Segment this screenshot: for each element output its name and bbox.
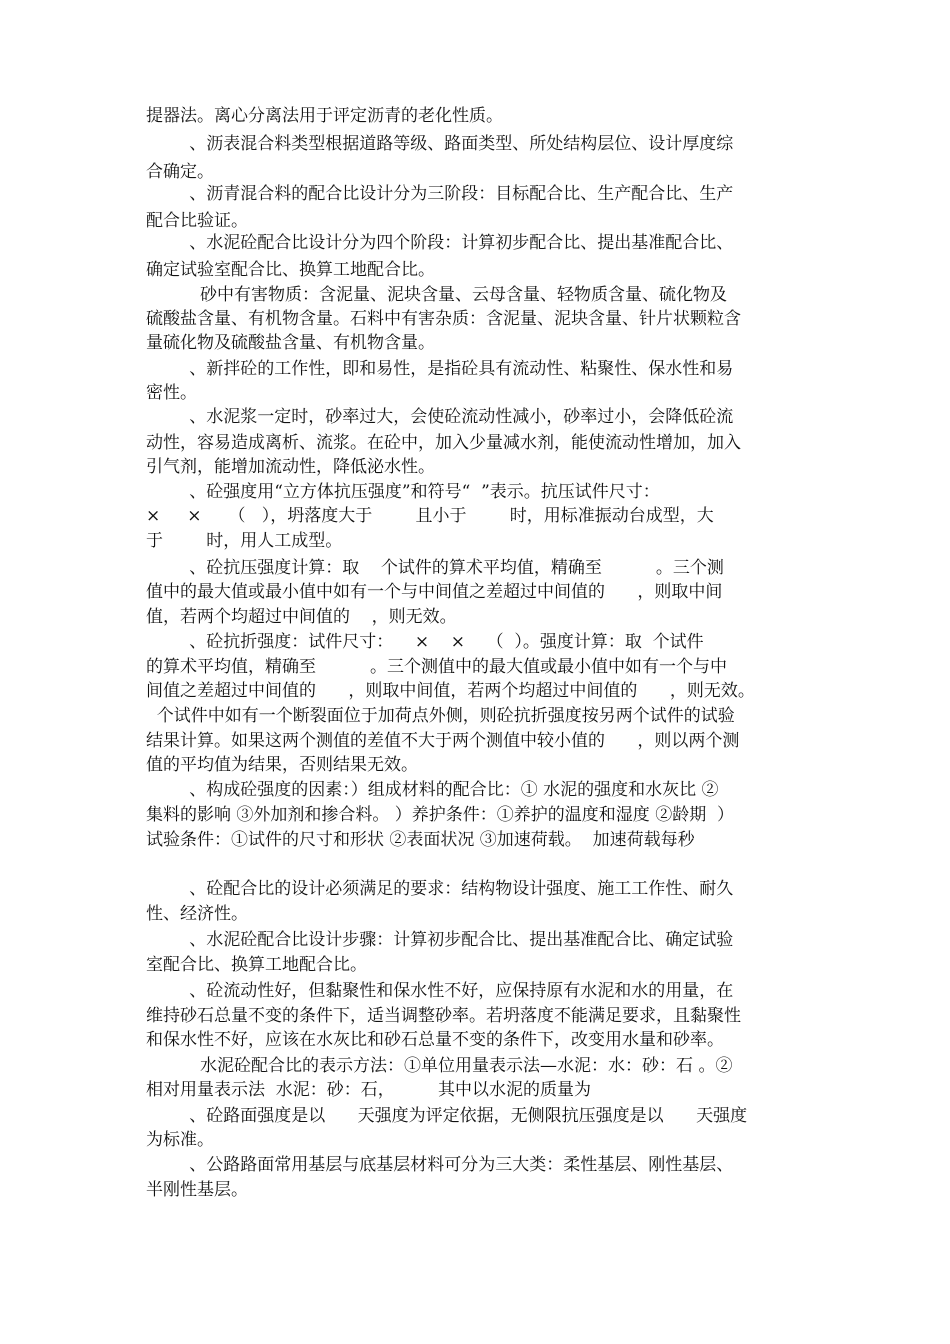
text-line: 值中的最大值或最小值中如有一个与中间值之差超过中间值的 ，则取中间 (146, 582, 723, 602)
text-line: 、水泥砼配合比设计步骤：计算初步配合比、提出基准配合比、确定试验 (146, 930, 734, 950)
text-line: 值的平均值为结果，否则结果无效。 (146, 755, 418, 775)
text-line: 、砼配合比的设计必须满足的要求：结构物设计强度、施工工作性、耐久 (146, 879, 734, 899)
text-line: 量硫化物及硫酸盐含量、有机物含量。 (146, 333, 435, 353)
text-line: 于 时，用人工成型。 (146, 531, 343, 551)
text-line: × × （ ），坍落度大于 且小于 时，用标准振动台成型，大 (146, 506, 714, 526)
text-line: 相对用量表示法 水泥：砂：石， 其中以水泥的质量为 (146, 1080, 592, 1100)
text-line: 试验条件：①试件的尺寸和形状 ②表面状况 ③加速荷载。 加速荷载每秒 (146, 830, 695, 850)
text-line: 半刚性基层。 (146, 1180, 248, 1200)
text-line: 个试件中如有一个断裂面位于加荷点外侧，则砼抗折强度按另两个试件的试验 (146, 706, 735, 726)
text-line: 砂中有害物质：含泥量、泥块含量、云母含量、轻物质含量、硫化物及 (146, 285, 728, 305)
text-line: 密性。 (146, 383, 197, 403)
text-line: 水泥砼配合比的表示方法：①单位用量表示法—水泥：水：砂：石 。② (146, 1056, 733, 1076)
text-line: 室配合比、换算工地配合比。 (146, 955, 367, 975)
text-line: 性、经济性。 (146, 904, 248, 924)
text-line: 为标准。 (146, 1130, 214, 1150)
text-line: 、沥表混合料类型根据道路等级、路面类型、所处结构层位、设计厚度综 (146, 134, 734, 154)
text-line: 维持砂石总量不变的条件下，适当调整砂率。若坍落度不能满足要求，且黏聚性 (146, 1006, 741, 1026)
text-line: 的算术平均值，精确至 。三个测值中的最大值或最小值中如有一个与中 (146, 657, 728, 677)
text-line: 、砼抗压强度计算：取 个试件的算术平均值，精确至 。三个测 (146, 558, 724, 578)
text-line: 结果计算。如果这两个测值的差值不大于两个测值中较小值的 ，则以两个测 (146, 731, 740, 751)
text-line: 、砼路面强度是以 天强度为评定依据，无侧限抗压强度是以 天强度 (146, 1106, 748, 1126)
text-line: 引气剂，能增加流动性，降低泌水性。 (146, 457, 435, 477)
text-line: 、砼强度用“立方体抗压强度”和符号“ ”表示。抗压试件尺寸： (146, 482, 660, 502)
text-line: 硫酸盐含量、有机物含量。石料中有害杂质：含泥量、泥块含量、针片状颗粒含 (146, 309, 741, 329)
text-line: 、砼流动性好，但黏聚性和保水性不好，应保持原有水泥和水的用量，在 (146, 981, 734, 1001)
text-line: 间值之差超过中间值的 ，则取中间值，若两个均超过中间值的 ，则无效。 (146, 681, 755, 701)
text-line: 、沥青混合料的配合比设计分为三阶段：目标配合比、生产配合比、生产 (146, 184, 734, 204)
text-line: 、砼抗折强度：试件尺寸： × × （ ）。强度计算：取 个试件 (146, 632, 704, 652)
text-line: 、水泥砼配合比设计分为四个阶段：计算初步配合比、提出基准配合比、 (146, 233, 734, 253)
text-line: 值，若两个均超过中间值的 ，则无效。 (146, 607, 457, 627)
text-line: 、公路路面常用基层与底基层材料可分为三大类：柔性基层、刚性基层、 (146, 1155, 734, 1175)
text-line: 、新拌砼的工作性，即和易性，是指砼具有流动性、粘聚性、保水性和易 (146, 359, 734, 379)
text-line: 确定试验室配合比、换算工地配合比。 (146, 260, 435, 280)
text-line: 合确定。 (146, 162, 214, 182)
text-line: 、水泥浆一定时，砂率过大，会使砼流动性减小，砂率过小，会降低砼流 (146, 407, 734, 427)
text-line: 配合比验证。 (146, 211, 248, 231)
text-line: 、构成砼强度的因素：）组成材料的配合比：① 水泥的强度和水灰比 ② (146, 780, 719, 800)
text-line: 集料的影响 ③外加剂和掺合料。 ）养护条件：①养护的温度和湿度 ②龄期 ） (146, 805, 735, 825)
text-line: 提器法。离心分离法用于评定沥青的老化性质。 (146, 106, 503, 126)
text-line: 和保水性不好，应该在水灰比和砂石总量不变的条件下，改变用水量和砂率。 (146, 1030, 724, 1050)
text-line: 动性，容易造成离析、流浆。在砼中，加入少量减水剂，能使流动性增加，加入 (146, 433, 741, 453)
